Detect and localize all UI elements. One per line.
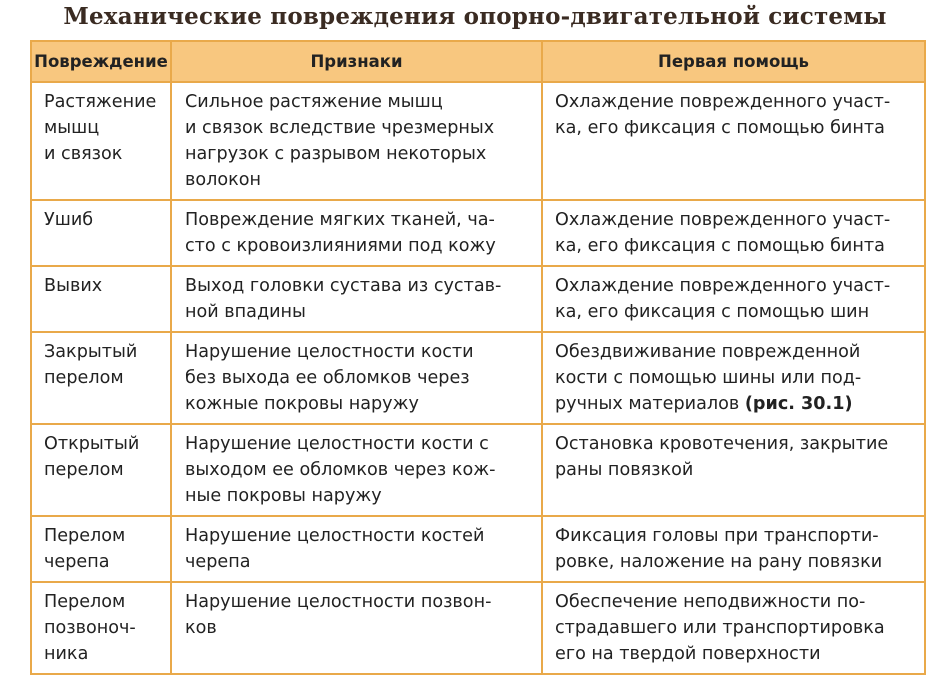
first-aid-text: Охлаждение поврежденного участ- ка, его фиксация с помощью бинта	[555, 210, 891, 256]
table-row	[31, 516, 925, 582]
signs-cell: Повреждение мягких тканей, ча- сто с кровоизлияниями под кожу	[171, 200, 542, 266]
page-title: Механические повреждения опорно-двигательной системы	[63, 3, 887, 30]
signs-cell: Выход головки сустава из сустав- ной впадины	[171, 266, 542, 332]
signs-cell: Нарушение целостности позвон- ков	[171, 582, 542, 674]
signs-cell: Нарушение целостности костей черепа	[171, 516, 542, 582]
first-aid-cell	[542, 266, 925, 332]
first-aid-text: Охлаждение поврежденного участ- ка, его фиксация с помощью шин	[555, 276, 891, 322]
table-row	[31, 582, 925, 674]
first-aid-text: Охлаждение поврежденного участ- ка, его фиксация с помощью бинта	[555, 92, 891, 138]
signs-cell: Сильное растяжение мышц и связок вследствие чрезмерных нагрузок с разрывом некоторых волокон	[171, 82, 542, 200]
first-aid-text: Фиксация головы при транспорти- ровке, наложение на рану повязки	[555, 526, 883, 572]
injury-cell: Вывих	[31, 266, 171, 332]
first-aid-cell	[542, 82, 925, 200]
table-row	[31, 424, 925, 516]
header-first-aid: Первая помощь	[542, 41, 925, 82]
injury-cell: Перелом позвоноч- ника	[31, 582, 171, 674]
signs-cell: Нарушение целостности кости без выхода ее обломков через кожные покровы наружу	[171, 332, 542, 424]
injury-cell: Перелом черепа	[31, 516, 171, 582]
first-aid-cell	[542, 582, 925, 674]
table-row	[31, 82, 925, 200]
injury-cell: Открытый перелом	[31, 424, 171, 516]
table-header-row	[31, 41, 925, 82]
injury-cell: Растяжение мышц и связок	[31, 82, 171, 200]
first-aid-cell	[542, 516, 925, 582]
first-aid-cell	[542, 200, 925, 266]
figure-reference: (рис. 30.1)	[744, 394, 853, 414]
first-aid-cell	[542, 424, 925, 516]
injury-cell: Ушиб	[31, 200, 171, 266]
header-signs: Признаки	[171, 41, 542, 82]
table-row	[31, 200, 925, 266]
first-aid-text: Остановка кровотечения, закрытие раны повязкой	[555, 434, 889, 480]
table-row	[31, 266, 925, 332]
header-injury: Повреждение	[31, 41, 171, 82]
table-row	[31, 332, 925, 424]
first-aid-text: Обездвиживание поврежденной кости с помощью шины или под- ручных материалов	[555, 342, 862, 414]
signs-cell: Нарушение целостности кости с выходом ее обломков через кож- ные покровы наружу	[171, 424, 542, 516]
injury-cell: Закрытый перелом	[31, 332, 171, 424]
first-aid-cell	[542, 332, 925, 424]
injuries-table	[30, 40, 926, 675]
first-aid-text: Обеспечение неподвижности по- страдавшего или транспортировка его на твердой поверхности	[555, 592, 885, 664]
